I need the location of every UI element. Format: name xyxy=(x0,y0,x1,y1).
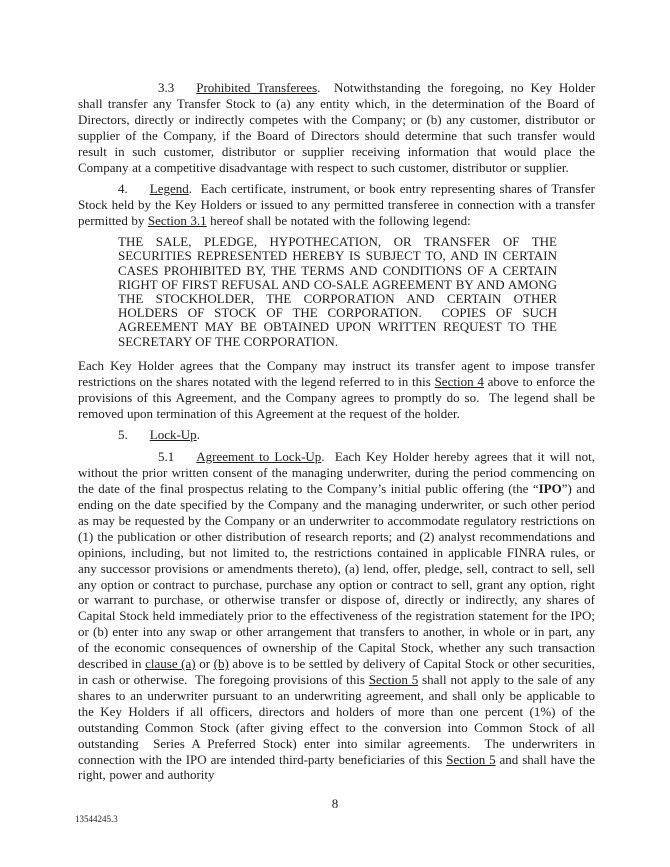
section-5-lock-up-heading xyxy=(78,427,595,443)
text-run: . Notwithstanding the foregoing, no Key Holder shall transfer any Transfer Stock to (a) any entity which, in the determination of the Board of Directors, directly or indirectly competes with the Company; or (b) any customer, distributor or supplier of the Company, if the Board of Directors should determine that such transfer would result in such customer, distributor or supplier receiving information that would place the Company at a competitive disadvantage with respect to such customer, distributor or supplier. xyxy=(78,80,595,175)
text-run: ”) and ending on the date specified by the Company and the managing underwriter, or such other period as may be requested by the Company or an underwriter to accommodate regulatory restrictions on (1) the publication or other distribution of research reports; and (2) analyst recommendations and opinions, including, but not limited to, the restrictions contained in applicable FINRA rules, or any successor provisions or amendments thereto), (a) lend, offer, pledge, sell, contract to sell, sell any option or contract to purchase, purchase any option or contract to sell, grant any option, right or warrant to purchase, or otherwise transfer or dispose of, directly or indirectly, any shares of Capital Stock held immediately prior to the effectiveness of the registration statement for the IPO; or (b) enter into any swap or other arrangement that transfers to another, in whole or in part, any of the economic consequences of ownership of the Capital Stock, whether any such transaction described in xyxy=(78,481,595,672)
underlined-reference: (b) xyxy=(213,656,229,672)
text-run: hereof shall be notated with the following legend: xyxy=(206,213,471,229)
underlined-reference: Section 4 xyxy=(434,373,484,389)
text-run: 4. xyxy=(118,181,128,197)
text-run: and shall have the right, power and authority xyxy=(78,751,595,783)
stock-certificate-legend-block xyxy=(118,235,557,349)
defined-term: IPO xyxy=(538,481,562,497)
page-number: 8 xyxy=(331,796,339,811)
underlined-reference: Section 5 xyxy=(368,672,419,687)
text-run: . xyxy=(196,427,200,443)
text-run: THE SALE, PLEDGE, HYPOTHECATION, OR TRANSFER OF THE SECURITIES REPRESENTED HEREBY IS SUBJECT TO, AND IN CERTAIN CASES PROHIBITED BY, THE TERMS AND CONDITIONS OF A CERTAIN RIGHT OF FIRST REFUSAL AND CO-SALE AGREEMENT BY AND AMONG THE STOCKHOLDER, THE CORPORATION AND CERTAIN OTHER HOLDERS OF STOCK OF THE CORPORATION. COPIES OF SUCH AGREEMENT MAY BE OBTAINED UPON WRITTEN REQUEST TO THE SECRETARY OF THE CORPORATION. xyxy=(118,234,557,349)
underlined-reference: Prohibited Transferees xyxy=(196,80,318,95)
section-5-1-agreement-to-lock-up xyxy=(78,449,595,783)
text-run: 3.3 xyxy=(158,80,175,95)
text-run: . Each certificate, instrument, or book entry representing shares of Transfer Stock held by the Key Holders or issued to any permitted transferee in connection with a transfer permitted by xyxy=(78,181,595,229)
underlined-reference: Legend xyxy=(149,181,189,197)
underlined-reference: Section 3.1 xyxy=(147,213,207,229)
document-id-footer: 13544245.3 xyxy=(75,814,118,824)
underlined-reference: clause (a) xyxy=(145,656,196,672)
text-run: 5. xyxy=(118,427,128,443)
text-run: above to enforce the provisions of this Agreement, and the Company agrees to promptly do so. The legend shall be removed upon termination of this Agreement at the request of the holder. xyxy=(78,373,595,421)
underlined-reference: Agreement to Lock-Up xyxy=(196,449,322,465)
legend-enforcement-paragraph xyxy=(78,358,595,422)
underlined-reference: Section 5 xyxy=(446,751,496,767)
section-3-3-prohibited-transferees xyxy=(78,80,595,175)
text-run: Each Key Holder agrees that the Company may instruct its transfer agent to impose transfer restrictions on the shares notated with the legend referred to in this xyxy=(78,357,595,389)
section-4-legend xyxy=(78,181,595,229)
text-run: above is to be settled by delivery of Capital Stock or other securities, in cash or otherwise. The foregoing provisions of this xyxy=(78,656,595,687)
text-run: or xyxy=(195,656,214,672)
document-body xyxy=(78,80,595,789)
text-run: . Each Key Holder hereby agrees that it will not, without the prior written consent of the managing underwriter, during the period commencing on the date of the final prospectus relating to the Company’s initial public offering (the “ xyxy=(78,449,595,497)
underlined-reference: Lock-Up xyxy=(149,427,197,443)
text-run: 5.1 xyxy=(158,449,175,465)
text-run: shall not apply to the sale of any shares to an underwriter pursuant to an underwriting agreement, and shall only be applicable to the Key Holders if all officers, directors and holders of more than one percent (1%) of the outstanding Common Stock (after giving effect to the conversion into Common Stock of all outstanding Series A Preferred Stock) enter into similar agreements. The underwriters in connection with the IPO are intended third-party beneficiaries of this xyxy=(78,672,596,767)
